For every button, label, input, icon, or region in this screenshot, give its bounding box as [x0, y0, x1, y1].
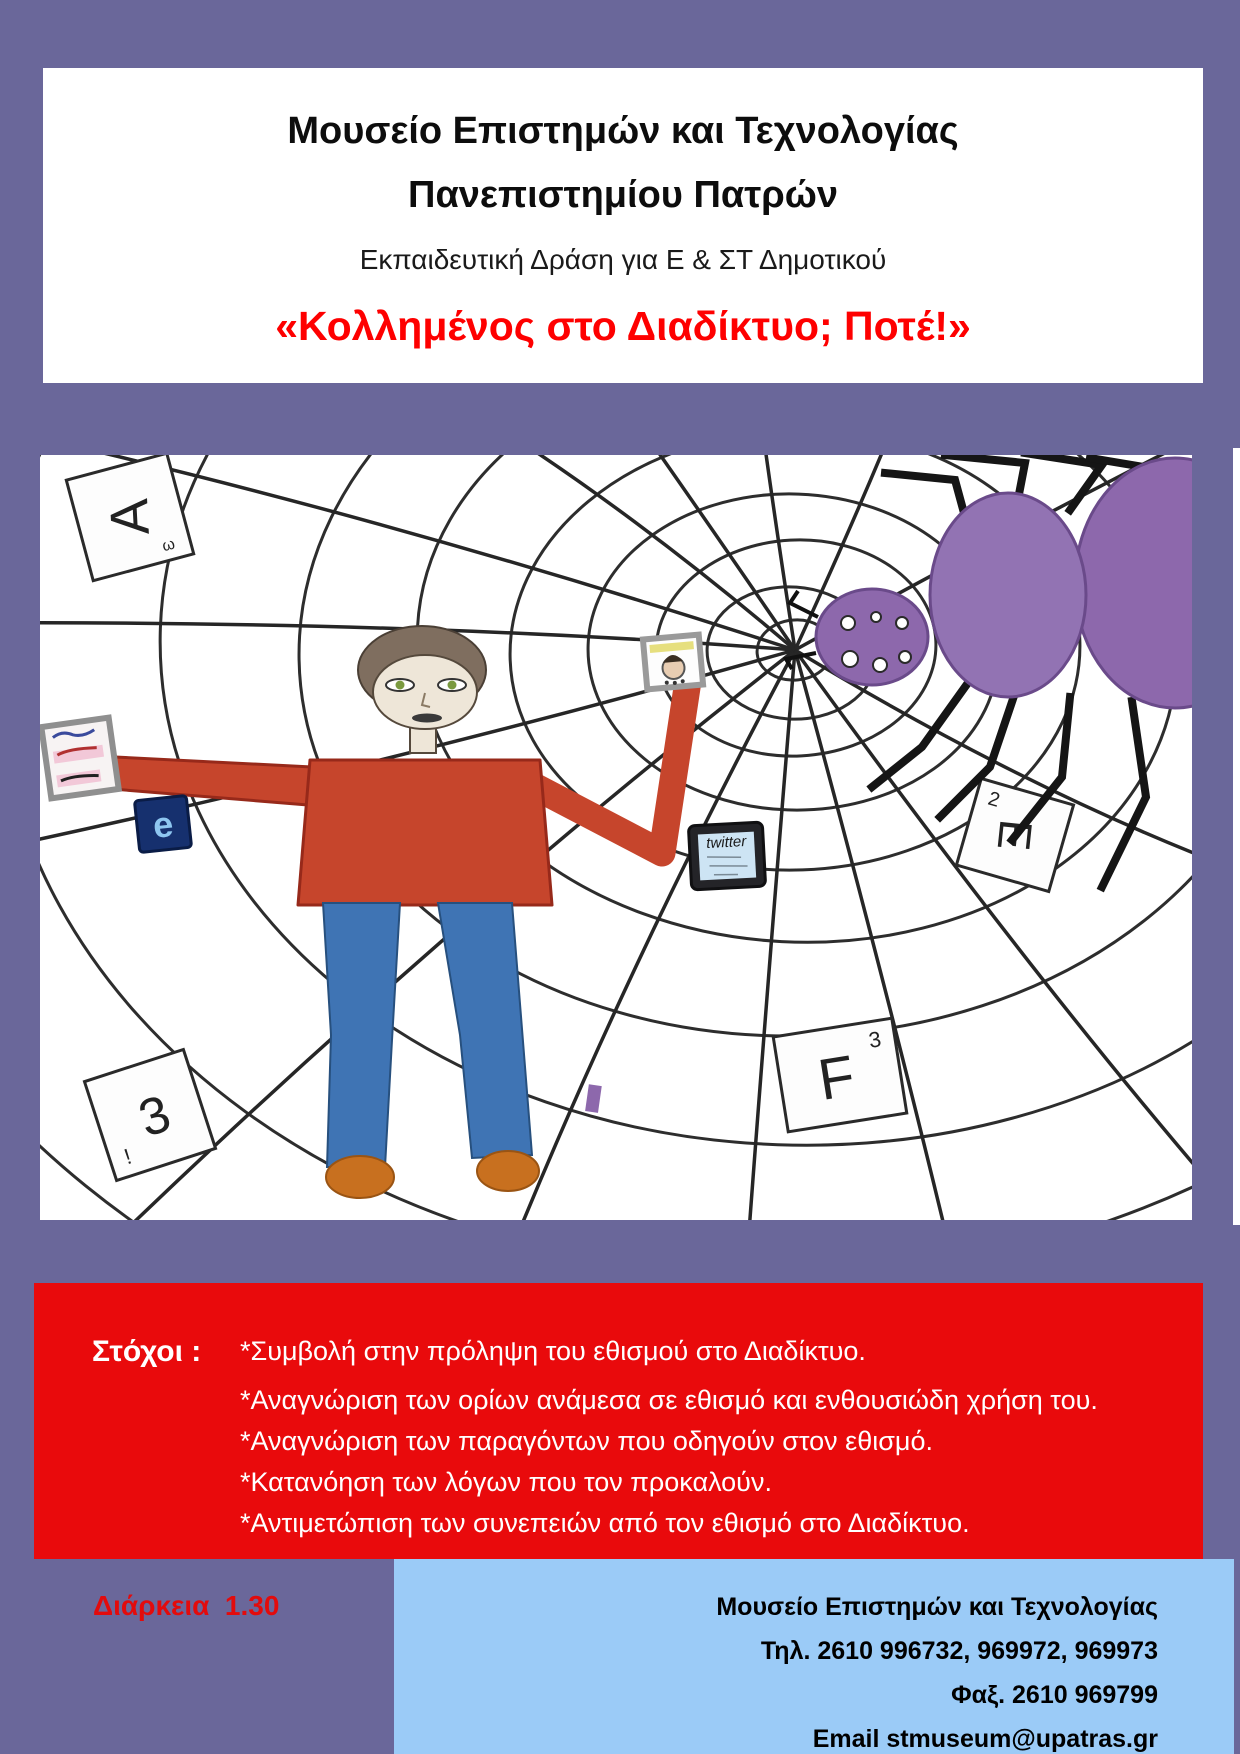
objective-item: *Κατανόηση των λόγων που τον προκαλούν. [240, 1467, 772, 1497]
svg-text:ω: ω [160, 535, 177, 556]
objectives-list [240, 1331, 1098, 1544]
social-card-icon [41, 718, 118, 799]
boy-left-shoe [326, 1156, 394, 1198]
webcam-icon [643, 635, 703, 690]
spiderweb-drawing [40, 455, 1192, 1220]
duration-label: Διάρκεια 1.30 [93, 1590, 280, 1621]
spider-abdomen [1075, 458, 1192, 708]
objective-item: *Συμβολή στην πρόληψη του εθισμού στο Διαδίκτυο. [240, 1336, 866, 1366]
svg-text:3: 3 [132, 1084, 178, 1149]
boy-left-leg [323, 903, 400, 1167]
spider-thorax [930, 493, 1086, 697]
svg-text:2: 2 [985, 787, 1003, 812]
slogan-title: «Κολλημένος στο Διαδίκτυο; Ποτέ!» [275, 303, 971, 349]
contact-fax: Φαξ. 2610 969799 [951, 1681, 1158, 1709]
tile-3 [84, 1049, 215, 1180]
contact-phone: Τηλ. 2610 996732, 969972, 969973 [760, 1637, 1158, 1665]
boy-mouth [412, 714, 442, 723]
svg-text:e: e [150, 803, 176, 846]
drawing-svg [40, 455, 1192, 1220]
objectives-panel [34, 1283, 1203, 1559]
boy-right-shoe [477, 1151, 539, 1191]
svg-text:3: 3 [866, 1026, 883, 1053]
svg-text:A: A [99, 497, 161, 537]
internet-e-icon [134, 795, 191, 852]
boy-right-leg [438, 903, 532, 1158]
twitter-tablet-icon [688, 822, 765, 890]
svg-text:F: F [813, 1043, 860, 1113]
contact-org: Μουσείο Επιστημών και Τεχνολογίας [716, 1593, 1158, 1621]
drawing-edge-sliver [1233, 448, 1240, 1225]
contact-email: Email stmuseum@upatras.gr [812, 1725, 1158, 1753]
tile-A [66, 455, 193, 581]
activity-subtitle: Εκπαιδευτική Δράση για Ε & ΣΤ Δημοτικού [359, 244, 887, 275]
objectives-heading: Στόχοι : [92, 1335, 202, 1368]
spider-head [816, 589, 928, 685]
boy-right-arm [532, 681, 688, 853]
boy-sweater [298, 760, 552, 905]
museum-title-line1: Μουσείο Επιστημών και Τεχνολογίας [287, 110, 959, 152]
header-panel [43, 68, 1203, 383]
objective-item: *Αντιμετώπιση των συνεπειών από τον εθισμό στο Διαδίκτυο. [240, 1508, 970, 1538]
svg-text:E: E [987, 817, 1043, 853]
tile-F [773, 1018, 907, 1132]
svg-text:twitter: twitter [705, 832, 747, 853]
museum-title-line2: Πανεπιστημίου Πατρών [408, 174, 838, 216]
objective-item: *Αναγνώριση των ορίων ανάμεσα σε εθισμό και ενθουσιώδη χρήση του. [240, 1385, 1098, 1415]
boy-left-arm [112, 757, 312, 805]
contact-panel [394, 1559, 1234, 1754]
objective-item: *Αναγνώριση των παραγόντων που οδηγούν στον εθισμό. [240, 1426, 933, 1456]
purple-scribble [585, 1084, 602, 1113]
svg-text:!: ! [120, 1143, 135, 1170]
